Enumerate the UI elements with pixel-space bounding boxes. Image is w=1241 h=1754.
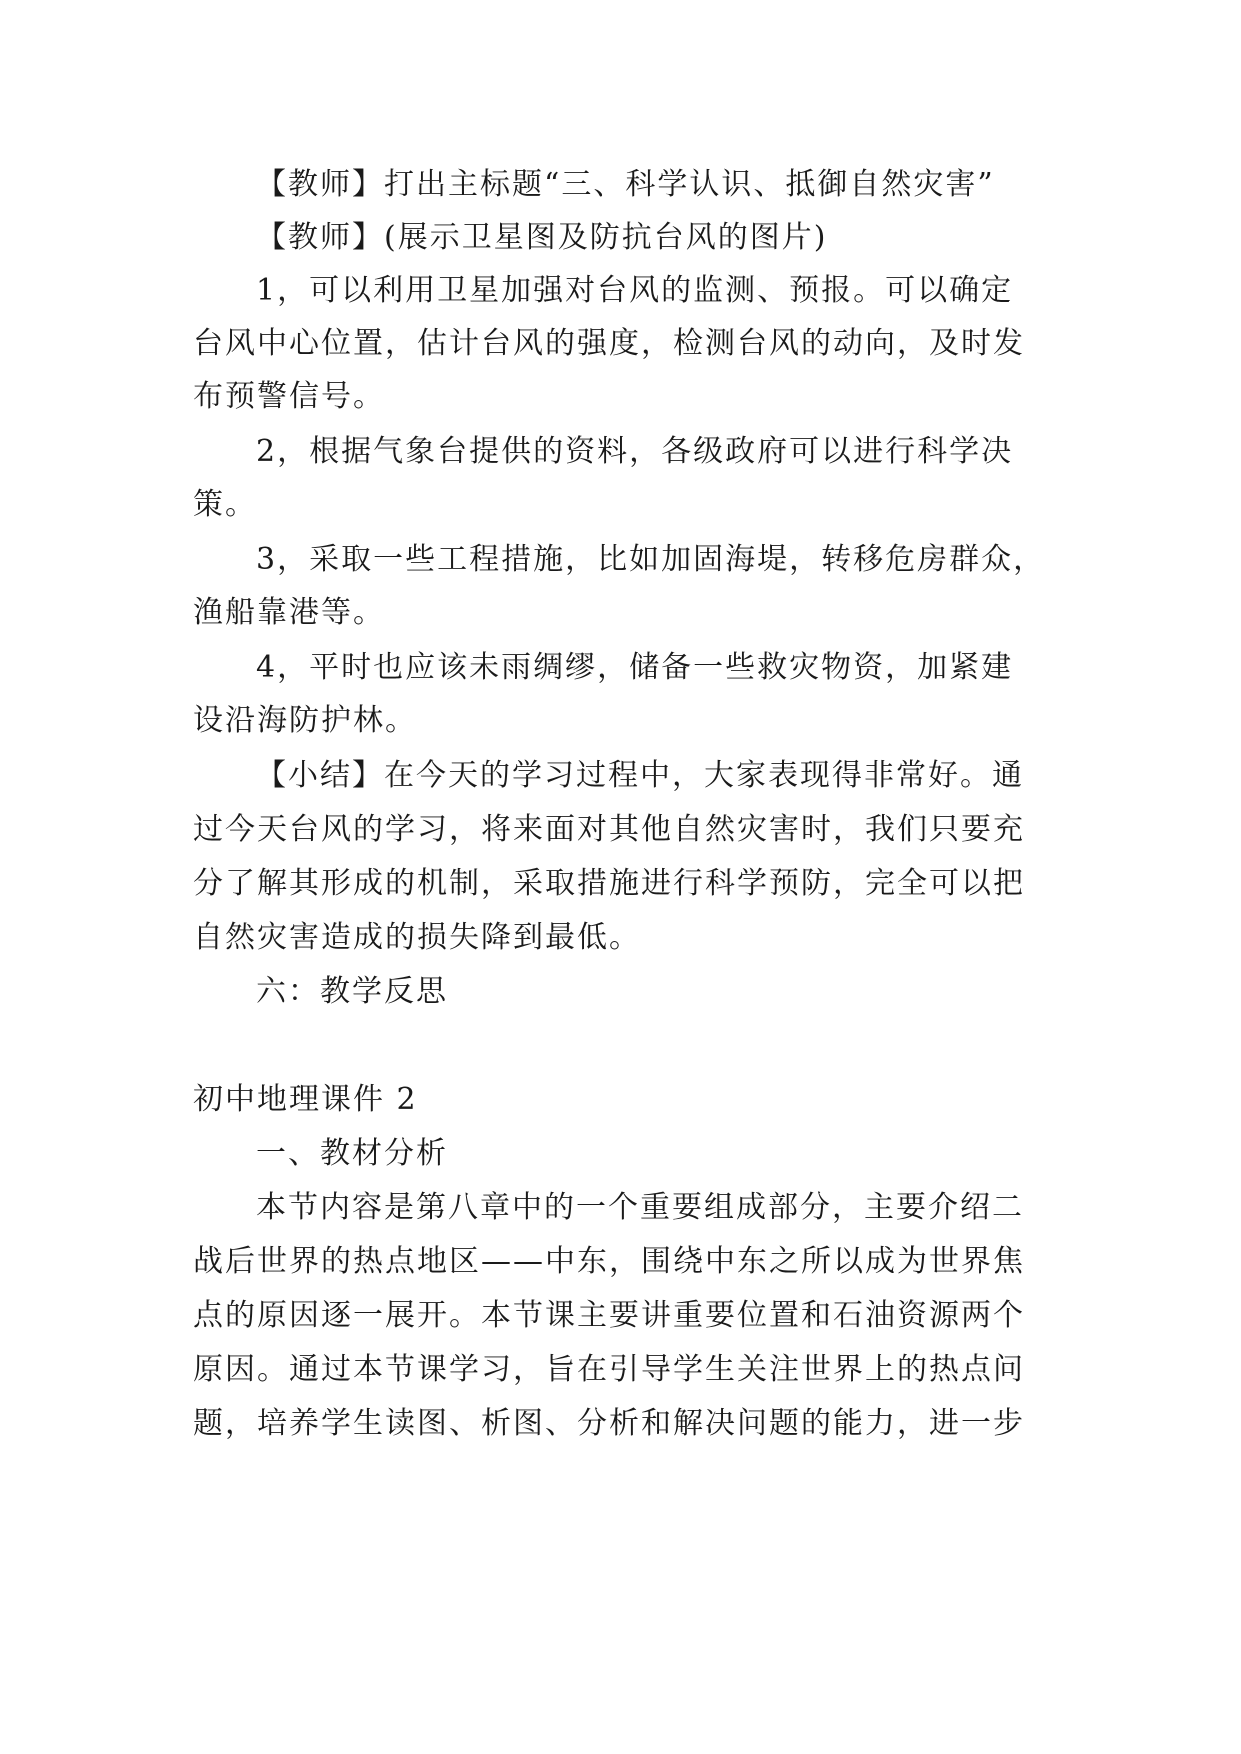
paragraph-line: 2，根据气象台提供的资料，各级政府可以进行科学决 bbox=[256, 434, 1014, 469]
paragraph-line: 过今天台风的学习，将来面对其他自然灾害时，我们只要充 bbox=[193, 812, 1025, 847]
paragraph-line: 题，培养学生读图、析图、分析和解决问题的能力，进一步 bbox=[193, 1406, 1025, 1441]
section-heading: 六：教学反思 bbox=[256, 974, 448, 1009]
paragraph-line: 设沿海防护林。 bbox=[193, 703, 417, 738]
teacher-line-images: 【教师】(展示卫星图及防抗台风的图片) bbox=[256, 220, 828, 255]
paragraph-line: 渔船靠港等。 bbox=[193, 595, 385, 630]
paragraph-line: 战后世界的热点地区——中东，围绕中东之所以成为世界焦 bbox=[193, 1244, 1025, 1279]
document-title: 初中地理课件 2 bbox=[193, 1082, 418, 1117]
paragraph-line: 本节内容是第八章中的一个重要组成部分，主要介绍二 bbox=[256, 1190, 1024, 1225]
paragraph-line: 自然灾害造成的损失降到最低。 bbox=[193, 920, 641, 955]
paragraph-line: 布预警信号。 bbox=[193, 379, 385, 414]
paragraph-line: 策。 bbox=[193, 487, 257, 522]
paragraph-line: 点的原因逐一展开。本节课主要讲重要位置和石油资源两个 bbox=[193, 1298, 1025, 1333]
summary-line: 【小结】在今天的学习过程中，大家表现得非常好。通 bbox=[256, 758, 1024, 793]
paragraph-line: 分了解其形成的机制，采取措施进行科学预防，完全可以把 bbox=[193, 866, 1025, 901]
teacher-line-title: 【教师】打出主标题“三、科学认识、抵御自然灾害” bbox=[256, 167, 995, 202]
paragraph-line: 台风中心位置，估计台风的强度，检测台风的动向，及时发 bbox=[193, 326, 1025, 361]
paragraph-line: 原因。通过本节课学习，旨在引导学生关注世界上的热点问 bbox=[193, 1352, 1025, 1387]
paragraph-line: 3，采取一些工程措施，比如加固海堤，转移危房群众， bbox=[256, 542, 1046, 577]
paragraph-line: 1，可以利用卫星加强对台风的监测、预报。可以确定 bbox=[256, 273, 1014, 308]
section-heading: 一、教材分析 bbox=[256, 1136, 448, 1171]
paragraph-line: 4，平时也应该未雨绸缪，储备一些救灾物资，加紧建 bbox=[256, 650, 1014, 685]
